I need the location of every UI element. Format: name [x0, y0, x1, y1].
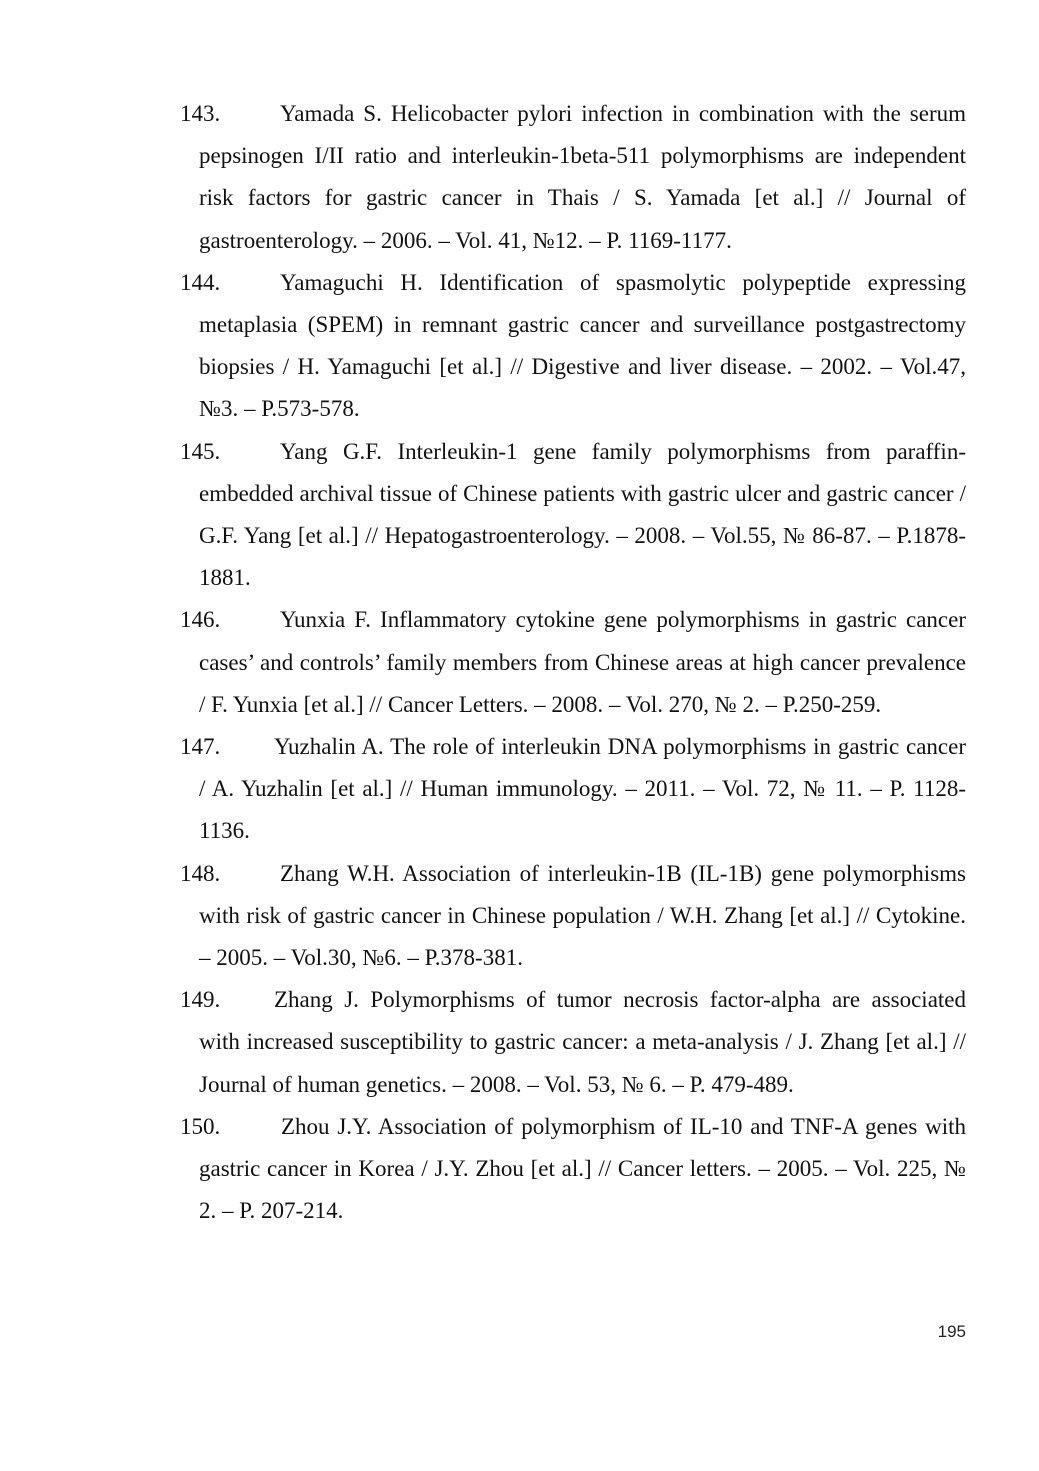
reference-number: 147.: [180, 734, 221, 760]
reference-number: 146.: [180, 607, 221, 633]
reference-number: 150.: [180, 1113, 221, 1139]
reference-text: Yang G.F. Interleukin-1 gene family polymorphisms from paraffin-embedded archival tissue of Chinese patients with gastric ulcer and gastric cancer / G.F. Yang [et al.] // Hepatogastroenterology. – 2008. – Vol.55, № 86-87. – P.1878-1881.: [199, 438, 966, 591]
reference-text: Yamada S. Helicobacter pylori infection in combination with the serum pepsinogen I/II ratio and interleukin-1beta-511 polymorphisms are independent risk factors for gastric cancer in Thais / S. Yamada [et al.] // Journal of gastroenterology. – 2006. – Vol. 41, №12. – P. 1169-1177.: [199, 101, 966, 253]
reference-text: Yuzhalin A. The role of interleukin DNA polymorphisms in gastric cancer / A. Yuzhalin [et al.] // Human immunology. – 2011. – Vol. 72, № 11. – P. 1128-1136.: [199, 734, 966, 844]
reference-item-146: [180, 599, 966, 726]
reference-item-143: [180, 93, 966, 262]
page-number: 195: [937, 1322, 966, 1341]
reference-number: 143.: [180, 101, 221, 126]
reference-item-144: [180, 262, 966, 431]
reference-item-150: [180, 1106, 966, 1233]
reference-text: Yunxia F. Inflammatory cytokine gene polymorphisms in gastric cancer cases’ and controls’ family members from Chinese areas at high cancer prevalence / F. Yunxia [et al.] // Cancer Letters. – 2008. – Vol. 270, № 2. – P.250-259.: [199, 607, 966, 717]
reference-number: 144.: [180, 269, 221, 295]
reference-number: 145.: [180, 438, 221, 464]
reference-text: Zhang W.H. Association of interleukin-1B (IL-1B) gene polymorphisms with risk of gastric cancer in Chinese population / W.H. Zhang [et al.] // Cytokine. – 2005. – Vol.30, №6. – P.378-381.: [199, 860, 966, 971]
reference-item-148: [180, 853, 966, 980]
reference-item-147: [180, 726, 966, 853]
reference-text: Yamaguchi H. Identification of spasmolytic polypeptide expressing metaplasia (SPEM) in remnant gastric cancer and surveillance postgastrectomy biopsies / H. Yamaguchi [et al.] // Digestive and liver disease. – 2002. – Vol.47, №3. – P.573-578.: [199, 269, 966, 422]
reference-text: Zhou J.Y. Association of polymorphism of IL-10 and TNF-A genes with gastric cancer in Korea / J.Y. Zhou [et al.] // Cancer letters. – 2005. – Vol. 225, № 2. – P. 207-214.: [199, 1113, 966, 1224]
reference-item-145: [180, 431, 966, 600]
reference-list: [180, 93, 966, 1232]
reference-item-149: [180, 979, 966, 1106]
reference-number: 149.: [180, 987, 221, 1013]
reference-number: 148.: [180, 860, 221, 886]
reference-text: Zhang J. Polymorphisms of tumor necrosis factor-alpha are associated with increased susceptibility to gastric cancer: a meta-analysis / J. Zhang [et al.] // Journal of human genetics. – 2008. – Vol. 53, № 6. – P. 479-489.: [199, 987, 966, 1097]
